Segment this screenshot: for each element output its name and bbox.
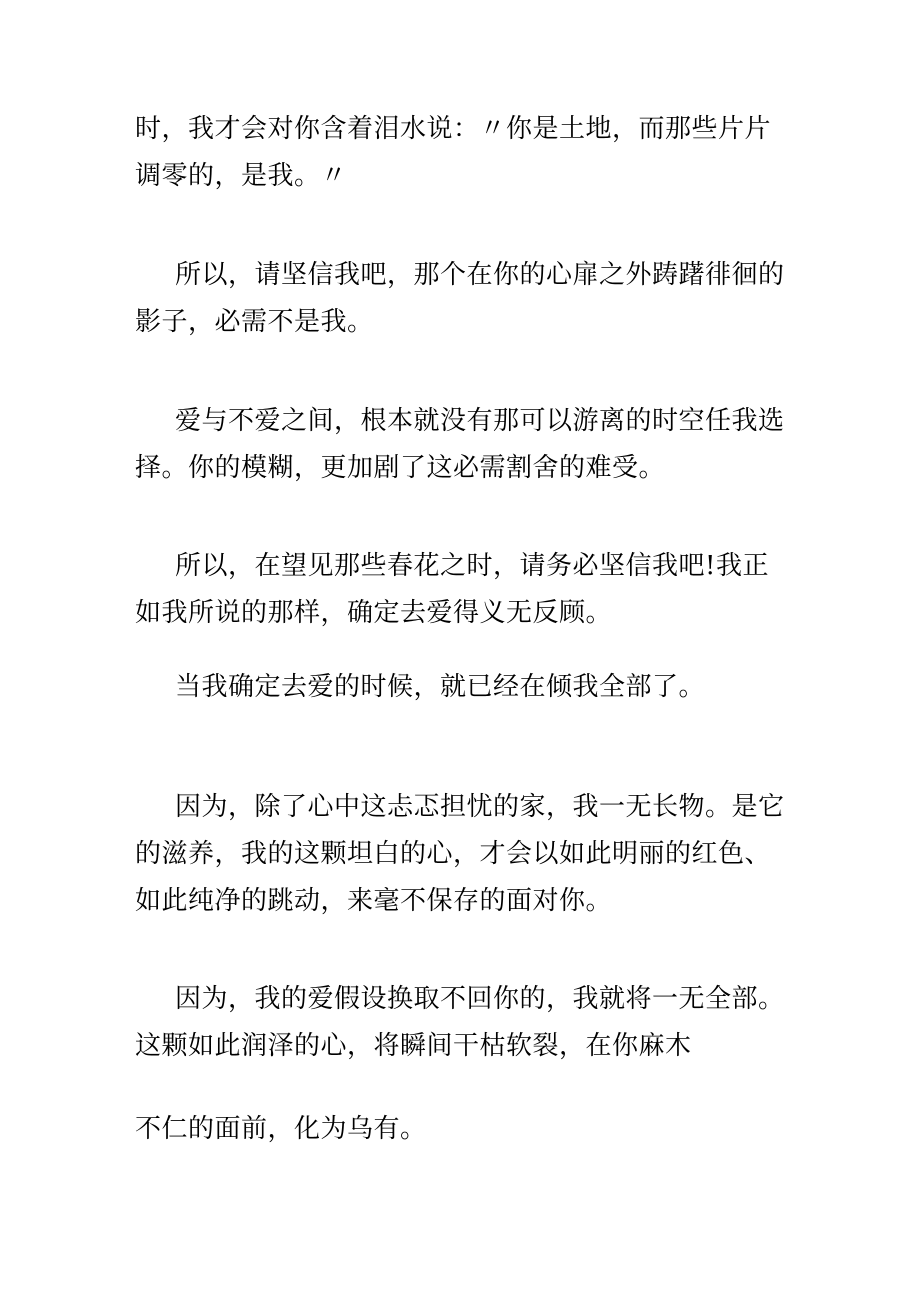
paragraph-7: 因为，我的爱假设换取不回你的，我就将一无全部。这颗如此润泽的心，将瞬间干枯软裂，在你麻木 [135,984,785,1061]
paragraph-2: 所以，请坚信我吧，那个在你的心扉之外踌躇徘徊的影子，必需不是我。 [135,260,785,337]
paragraph-5: 当我确定去爱的时候，就已经在倾我全部了。 [175,672,706,702]
paragraph-8: 不仁的面前，化为乌有。 [135,1114,427,1144]
paragraph-3: 爱与不爱之间，根本就没有那可以游离的时空任我选择。你的模糊，更加剧了这必需割舍的难受。 [135,406,785,483]
paragraph-4: 所以，在望见那些春花之时，请务必坚信我吧!我正如我所说的那样，确定去爱得义无反顾。 [135,551,769,628]
paragraph-6: 因为，除了心中这忐忑担忧的家，我一无长物。是它的滋养，我的这颗坦白的心，才会以如此明丽的红色、如此纯净的跳动，来毫不保存的面对你。 [135,792,785,916]
paragraph-1: 时，我才会对你含着泪水说：〃你是土地，而那些片片调零的，是我。〃 [135,114,772,191]
